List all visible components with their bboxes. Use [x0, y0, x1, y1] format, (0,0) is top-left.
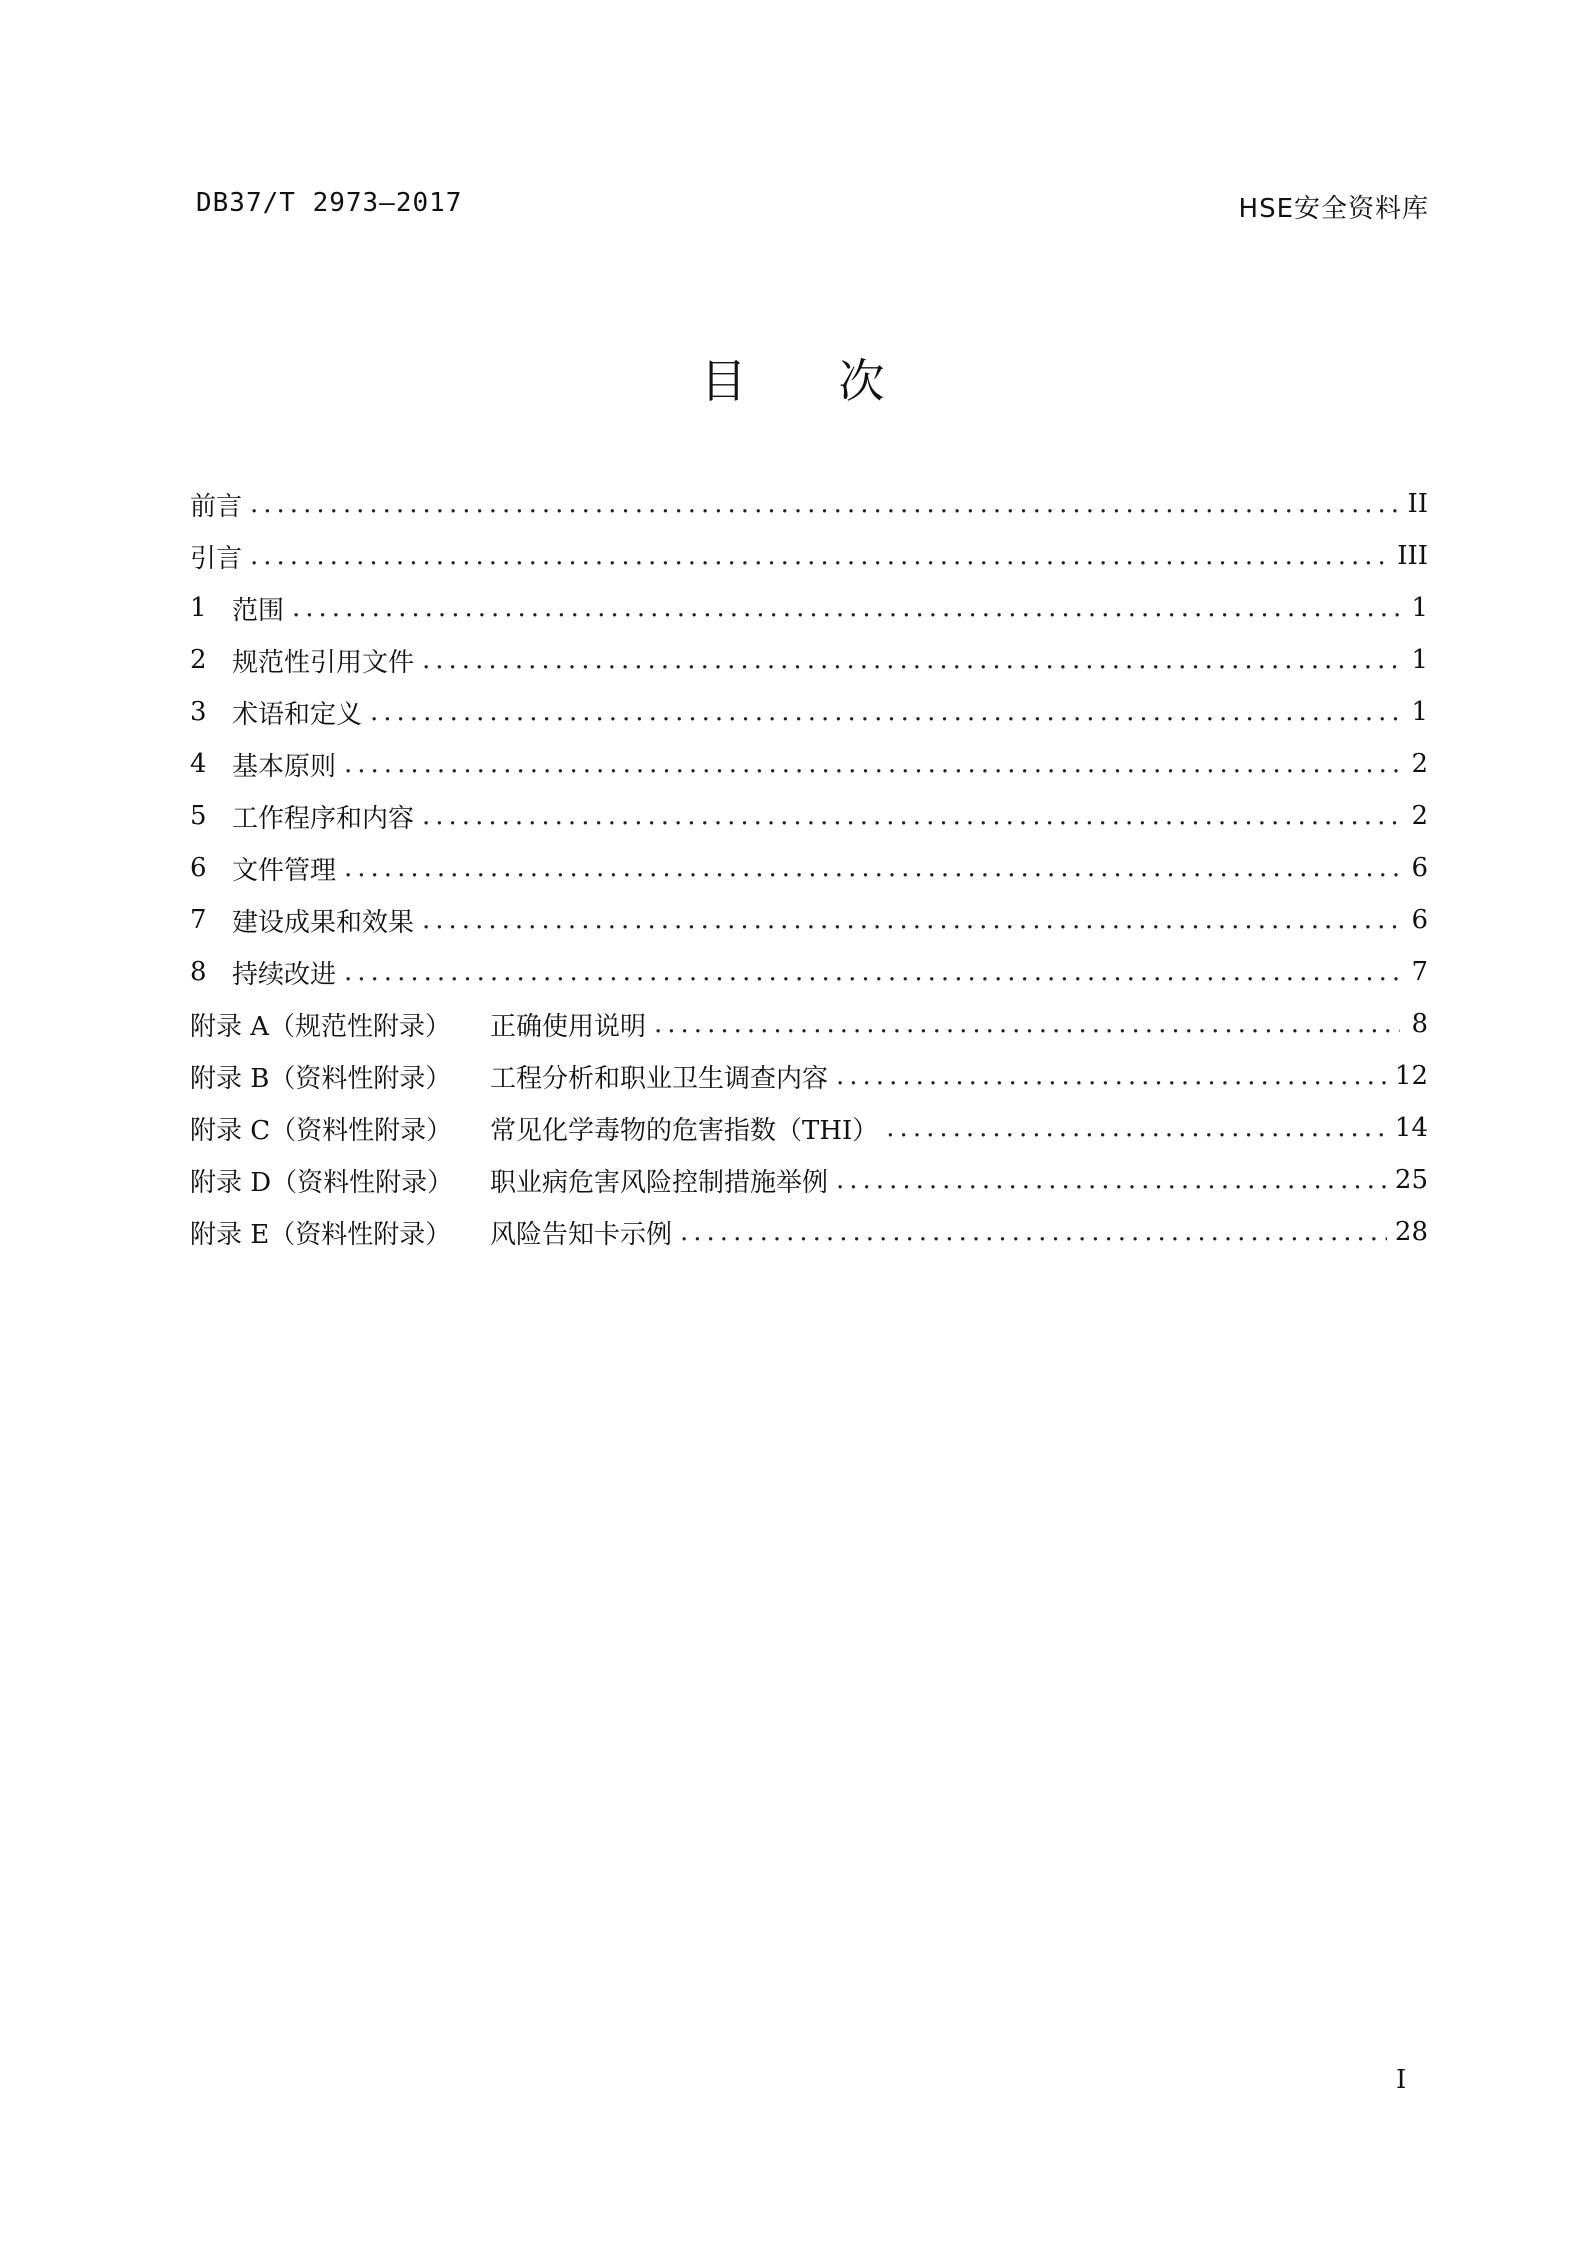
toc-entry-page: 2 — [1411, 801, 1428, 831]
toc-entry-label: 建设成果和效果 — [232, 907, 415, 938]
toc-leader-dots — [344, 749, 1400, 779]
document-code: DB37/T 2973—2017 — [196, 188, 463, 218]
toc-entry-label: 前言 — [190, 491, 243, 522]
toc-entry-appendix-d[interactable] — [190, 1154, 1428, 1206]
toc-entry-page: 8 — [1411, 1009, 1428, 1039]
toc-leader-dots — [422, 801, 1400, 831]
toc-entry-chapter-6[interactable] — [190, 842, 1428, 894]
toc-entry-number: 3 — [190, 697, 207, 727]
toc-entry-label: 引言 — [190, 543, 243, 574]
toc-entry-chapter-7[interactable] — [190, 894, 1428, 946]
toc-entry-chapter-8[interactable] — [190, 946, 1428, 998]
toc-leader-dots — [422, 645, 1400, 675]
toc-leader-dots — [654, 1009, 1400, 1039]
toc-entry-chapter-1[interactable] — [190, 582, 1428, 634]
toc-entry-chapter-5[interactable] — [190, 790, 1428, 842]
toc-entry-introduction[interactable] — [190, 530, 1428, 582]
toc-entry-page: 6 — [1411, 905, 1428, 935]
toc-appendix-prefix: 附录 E（资料性附录） — [190, 1219, 452, 1250]
toc-leader-dots — [344, 957, 1400, 987]
toc-leader-dots — [836, 1061, 1387, 1091]
toc-entry-page: 25 — [1394, 1165, 1428, 1195]
toc-leader-dots — [344, 853, 1400, 883]
toc-entry-number: 7 — [190, 905, 207, 935]
toc-entry-label: 持续改进 — [232, 959, 337, 990]
toc-entry-chapter-2[interactable] — [190, 634, 1428, 686]
toc-entry-label: 术语和定义 — [232, 699, 363, 730]
title-char-2: 次 — [838, 354, 887, 408]
toc-entry-number: 8 — [190, 957, 207, 987]
toc-entry-page: 12 — [1394, 1061, 1428, 1091]
toc-leader-dots — [422, 905, 1400, 935]
toc-entry-appendix-e[interactable] — [190, 1206, 1428, 1258]
toc-entry-number: 1 — [190, 593, 207, 623]
toc-entry-page: 2 — [1411, 749, 1428, 779]
toc-entry-label: 文件管理 — [232, 855, 337, 886]
toc-entry-label: 职业病危害风险控制措施举例 — [490, 1167, 829, 1198]
toc-entry-label: 正确使用说明 — [490, 1011, 647, 1042]
toc-entry-label: 常见化学毒物的危害指数（THI） — [490, 1115, 879, 1146]
toc-entry-page: 1 — [1411, 645, 1428, 675]
toc-entry-page: 7 — [1411, 957, 1428, 987]
source-label: HSE安全资料库 — [1238, 194, 1429, 224]
toc-entry-label: 风险告知卡示例 — [490, 1219, 673, 1250]
toc-entry-page: 14 — [1394, 1113, 1428, 1143]
toc-entry-label: 规范性引用文件 — [232, 647, 415, 678]
toc-leader-dots — [250, 541, 1389, 571]
toc-entry-page: 1 — [1411, 697, 1428, 727]
toc-entry-label: 基本原则 — [232, 751, 337, 782]
toc-appendix-prefix: 附录 D（资料性附录） — [190, 1167, 454, 1198]
toc-entry-number: 6 — [190, 853, 207, 883]
table-of-contents — [190, 478, 1428, 1258]
toc-entry-page: 28 — [1394, 1217, 1428, 1247]
toc-entry-page: III — [1397, 541, 1428, 571]
toc-entry-label: 工作程序和内容 — [232, 803, 415, 834]
toc-leader-dots — [680, 1217, 1387, 1247]
title-char-1: 目 — [700, 354, 749, 408]
toc-entry-appendix-b[interactable] — [190, 1050, 1428, 1102]
toc-entry-number: 5 — [190, 801, 207, 831]
toc-entry-foreword[interactable] — [190, 478, 1428, 530]
toc-appendix-prefix: 附录 C（资料性附录） — [190, 1115, 453, 1146]
toc-entry-page: 6 — [1411, 853, 1428, 883]
toc-entry-number: 2 — [190, 645, 207, 675]
toc-leader-dots — [886, 1113, 1387, 1143]
toc-leader-dots — [292, 593, 1400, 623]
toc-entry-page: II — [1407, 489, 1428, 519]
toc-leader-dots — [370, 697, 1400, 727]
toc-entry-appendix-a[interactable] — [190, 998, 1428, 1050]
toc-entry-label: 工程分析和职业卫生调查内容 — [490, 1063, 829, 1094]
toc-leader-dots — [836, 1165, 1387, 1195]
toc-appendix-prefix: 附录 B（资料性附录） — [190, 1063, 452, 1094]
toc-entry-chapter-3[interactable] — [190, 686, 1428, 738]
toc-leader-dots — [250, 489, 1399, 519]
page-number: I — [1396, 2065, 1407, 2095]
toc-entry-label: 范围 — [232, 595, 285, 626]
toc-entry-page: 1 — [1411, 593, 1428, 623]
toc-entry-appendix-c[interactable] — [190, 1102, 1428, 1154]
page-title — [0, 345, 1587, 411]
toc-entry-chapter-4[interactable] — [190, 738, 1428, 790]
toc-entry-number: 4 — [190, 749, 207, 779]
toc-appendix-prefix: 附录 A（规范性附录） — [190, 1011, 452, 1042]
